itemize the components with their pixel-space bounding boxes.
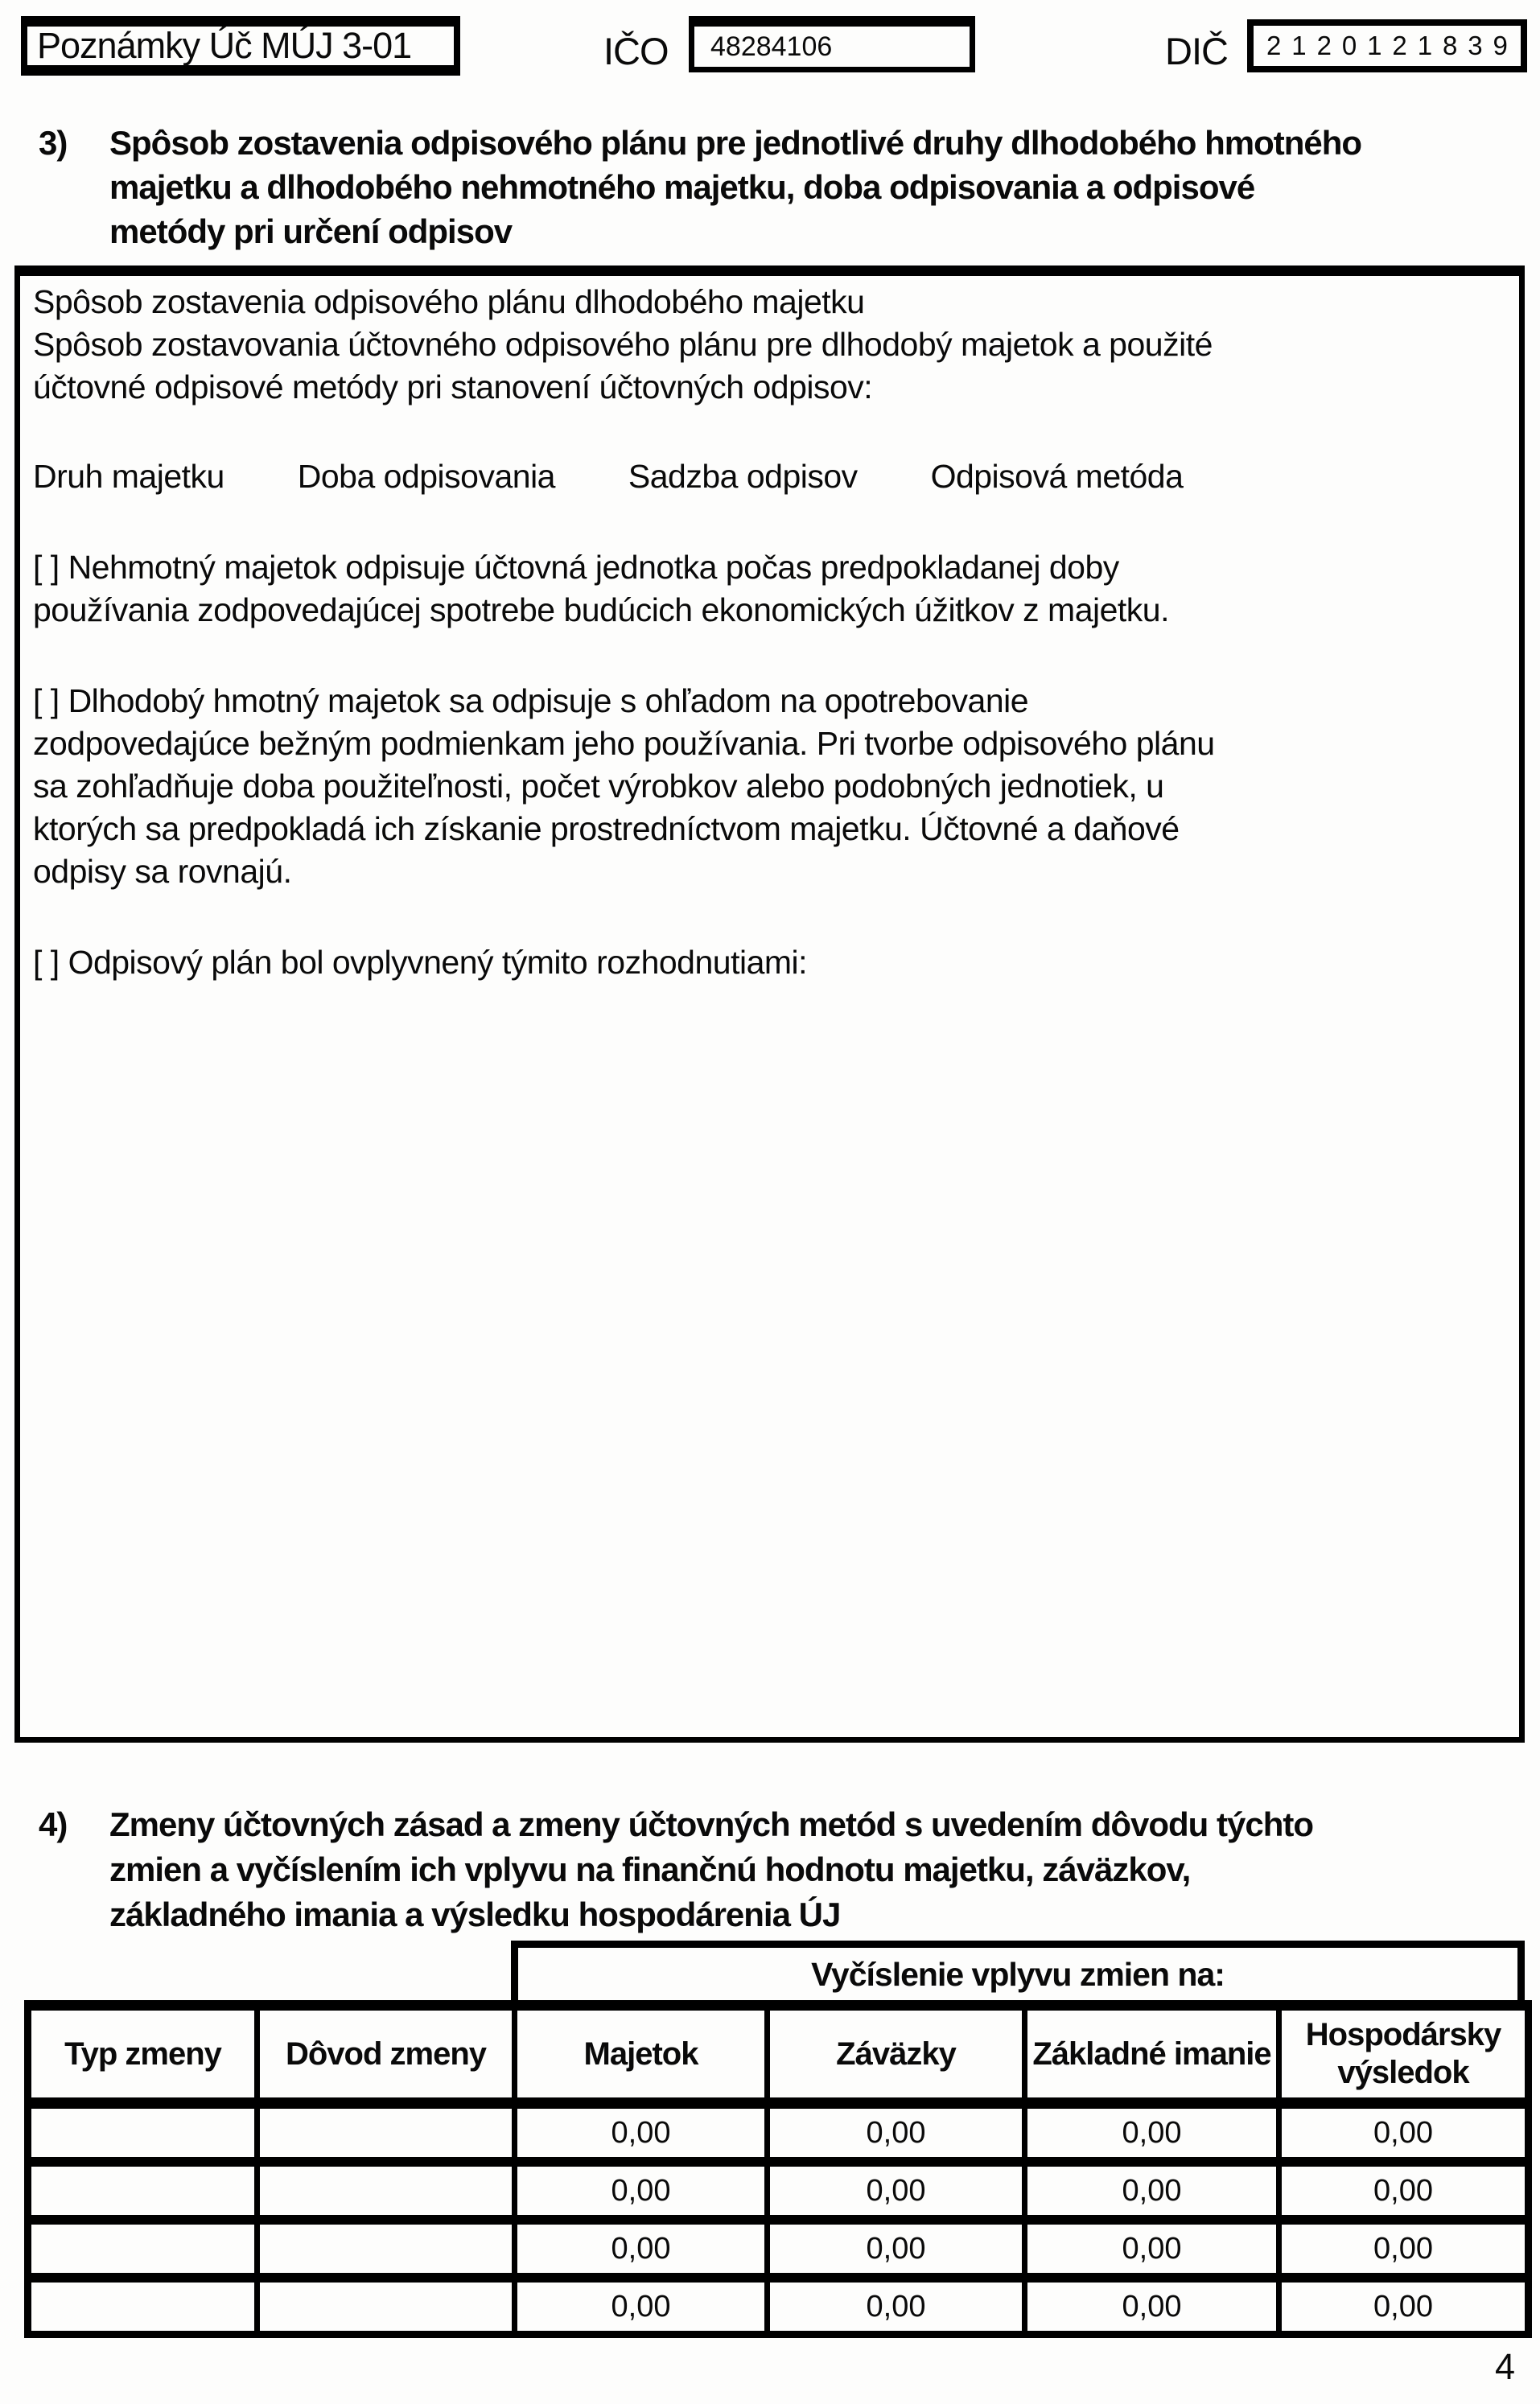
- column-header-zakladne-imanie: Základné imanie: [1025, 2006, 1279, 2104]
- column-caption: Druh majetku: [33, 458, 224, 495]
- text-line: odpisy sa rovnajú.: [33, 853, 292, 890]
- heading-line: majetku a dlhodobého nehmotného majetku, doba odpisovania a odpisové: [109, 168, 1255, 206]
- table-span-header: [511, 1941, 1525, 2002]
- cell-zakladne-imanie: 0,00: [1025, 2103, 1279, 2162]
- column-header-hospodarsky-vysledok: Hospodársky výsledok: [1279, 2006, 1529, 2104]
- ico-value-box: [689, 16, 975, 72]
- section-3-heading: [39, 121, 1361, 253]
- text-line: [ ] Nehmotný majetok odpisuje účtovná jednotka počas predpokladanej doby: [33, 549, 1119, 586]
- depreciation-plan-decisions-paragraph: [33, 941, 1506, 984]
- cell-majetok: 0,00: [515, 2220, 768, 2278]
- cell-hospodarsky-vysledok: 0,00: [1279, 2103, 1529, 2162]
- text-line: účtovné odpisové metódy pri stanovení účtovných odpisov:: [33, 368, 873, 405]
- form-title: Poznámky Úč MÚJ 3-01: [37, 25, 412, 66]
- cell-dovod-zmeny: [257, 2162, 515, 2220]
- heading-line: zmien a vyčíslením ich vplyvu na finančnú hodnotu majetku, záväzkov,: [109, 1850, 1191, 1888]
- dic-digit: 1: [1291, 31, 1307, 60]
- table-row: [28, 2103, 1529, 2162]
- page-number: 4: [1495, 2346, 1516, 2387]
- text-line: ktorých sa predpokladá ich získanie prostredníctvom majetku. Účtovné a daňové: [33, 810, 1180, 847]
- depreciation-plan-box: [14, 266, 1525, 1743]
- text-line: Spôsob zostavenia odpisového plánu dlhodobého majetku: [33, 283, 865, 320]
- dic-digit: 1: [1417, 31, 1433, 60]
- tangible-assets-paragraph: [33, 680, 1506, 893]
- cell-hospodarsky-vysledok: 0,00: [1279, 2278, 1529, 2335]
- column-caption: Doba odpisovania: [297, 458, 555, 495]
- section-3-heading-text: [109, 121, 1361, 253]
- column-header-dovod-zmeny: Dôvod zmeny: [257, 2006, 515, 2104]
- dic-digit: 9: [1493, 31, 1508, 60]
- dic-digit: 2: [1266, 31, 1282, 60]
- table-row: [28, 2278, 1529, 2335]
- cell-hospodarsky-vysledok: 0,00: [1279, 2220, 1529, 2278]
- dic-label: DIČ: [1165, 30, 1228, 72]
- column-header-majetok: Majetok: [515, 2006, 768, 2104]
- text-line: sa zohľadňuje doba použiteľnosti, počet výrobkov alebo podobných jednotiek, u: [33, 768, 1164, 805]
- table-span-header-label: Vyčíslenie vplyvu zmien na:: [811, 1956, 1225, 1993]
- column-caption: Odpisová metóda: [930, 458, 1184, 495]
- table-header-row: [28, 2006, 1529, 2104]
- cell-zavazky: 0,00: [768, 2162, 1025, 2220]
- cell-dovod-zmeny: [257, 2220, 515, 2278]
- form-title-box: [21, 16, 460, 76]
- dic-digit: 0: [1341, 31, 1357, 60]
- column-header-typ-zmeny: Typ zmeny: [28, 2006, 257, 2104]
- dic-digit: 2: [1392, 31, 1407, 60]
- heading-line: základného imania a výsledku hospodárenia ÚJ: [109, 1896, 841, 1933]
- cell-zakladne-imanie: 0,00: [1025, 2220, 1279, 2278]
- cell-majetok: 0,00: [515, 2103, 768, 2162]
- cell-zakladne-imanie: 0,00: [1025, 2162, 1279, 2220]
- text-line: [ ] Dlhodobý hmotný majetok sa odpisuje s ohľadom na opotrebovanie: [33, 682, 1029, 719]
- ico-value: 48284106: [710, 31, 833, 62]
- table-row: [28, 2220, 1529, 2278]
- column-caption: Sadzba odpisov: [628, 458, 858, 495]
- cell-typ-zmeny: [28, 2162, 257, 2220]
- cell-majetok: 0,00: [515, 2278, 768, 2335]
- dic-digit: 2: [1316, 31, 1332, 60]
- section-4-heading-text: [109, 1802, 1313, 1937]
- dic-value-box: [1247, 19, 1527, 72]
- column-header-zavazky: Záväzky: [768, 2006, 1025, 2104]
- cell-zakladne-imanie: 0,00: [1025, 2278, 1279, 2335]
- section-4-number: 4): [39, 1805, 68, 1843]
- table-row: [28, 2162, 1529, 2220]
- dic-digit: 8: [1442, 31, 1458, 60]
- cell-typ-zmeny: [28, 2278, 257, 2335]
- dic-digit: 3: [1468, 31, 1483, 60]
- cell-majetok: 0,00: [515, 2162, 768, 2220]
- text-line: [ ] Odpisový plán bol ovplyvnený týmito rozhodnutiami:: [33, 944, 808, 981]
- depreciation-intro-paragraph: [33, 281, 1506, 409]
- heading-line: Spôsob zostavenia odpisového plánu pre jednotlivé druhy dlhodobého hmotného: [109, 124, 1362, 162]
- intangible-assets-paragraph: [33, 546, 1506, 632]
- changes-impact-table: [24, 2000, 1532, 2338]
- text-line: Spôsob zostavovania účtovného odpisového plánu pre dlhodobý majetok a použité: [33, 326, 1213, 363]
- cell-zavazky: 0,00: [768, 2278, 1025, 2335]
- text-line: zodpovedajúce bežným podmienkam jeho používania. Pri tvorbe odpisového plánu: [33, 725, 1215, 762]
- section-4-heading: [39, 1802, 1313, 1937]
- heading-line: Zmeny účtovných zásad a zmeny účtovných metód s uvedením dôvodu týchto: [109, 1805, 1313, 1843]
- cell-hospodarsky-vysledok: 0,00: [1279, 2162, 1529, 2220]
- cell-zavazky: 0,00: [768, 2103, 1025, 2162]
- ico-label: IČO: [603, 30, 669, 72]
- cell-typ-zmeny: [28, 2103, 257, 2162]
- cell-dovod-zmeny: [257, 2278, 515, 2335]
- dic-digit: 1: [1367, 31, 1382, 60]
- text-line: používania zodpovedajúcej spotrebe budúcich ekonomických úžitkov z majetku.: [33, 591, 1169, 628]
- asset-columns-line: [33, 455, 1506, 498]
- section-3-number: 3): [39, 124, 68, 162]
- cell-typ-zmeny: [28, 2220, 257, 2278]
- heading-line: metódy pri určení odpisov: [109, 212, 513, 250]
- cell-zavazky: 0,00: [768, 2220, 1025, 2278]
- cell-dovod-zmeny: [257, 2103, 515, 2162]
